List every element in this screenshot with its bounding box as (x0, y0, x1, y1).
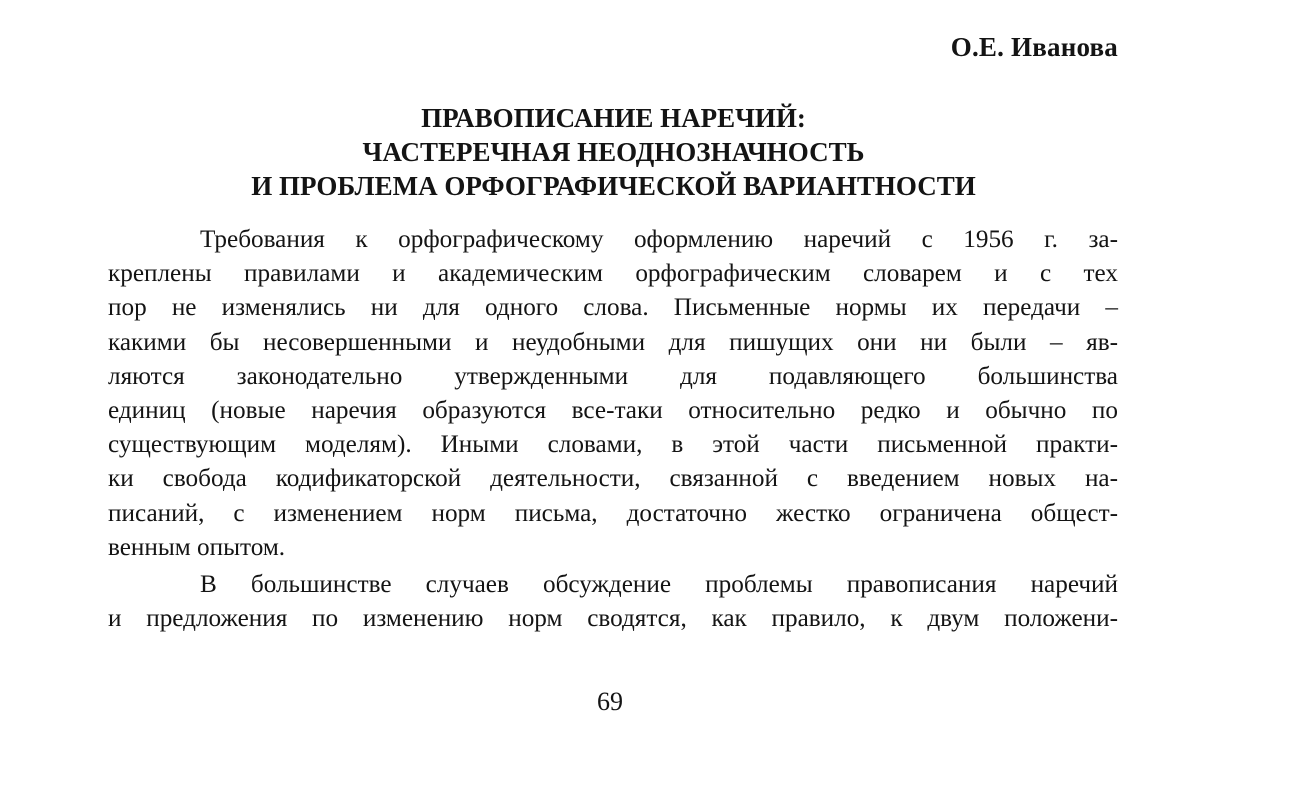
text-line: Требования к орфографическому оформлению наречий с 1956 г. за- (200, 226, 1118, 253)
text-line: В большинстве случаев обсуждение проблемы правописания наречий (200, 570, 1118, 598)
text-line: ки свобода кодификаторской деятельности, связанной с введением новых на- (108, 465, 1118, 493)
text-line: писаний, с изменением норм письма, достаточно жестко ограничена общест- (108, 499, 1118, 527)
text-line: существующим моделям). Иными словами, в этой части письменной практи- (108, 431, 1118, 459)
paragraph-2 (108, 568, 1118, 636)
text-line: единиц (новые наречия образуются все-таки относительно редко и обычно по (108, 396, 1118, 424)
text-line: какими бы несовершенными и неудобными для пишущих они ни были – яв- (108, 328, 1118, 356)
text-line: венным опытом. (108, 533, 286, 561)
title-line: И ПРОБЛЕМА ОРФОГРАФИЧЕСКОЙ ВАРИАНТНОСТИ (251, 171, 976, 201)
title-line: ЧАСТЕРЕЧНАЯ НЕОДНОЗНАЧНОСТЬ (362, 137, 865, 167)
paragraph-1 (108, 223, 1118, 565)
text-line: креплены правилами и академическим орфографическим словарем и с тех (108, 260, 1118, 288)
title-line: ПРАВОПИСАНИЕ НАРЕЧИЙ: (421, 103, 806, 133)
text-line: ляются законодательно утвержденными для подавляющего большинства (108, 362, 1118, 390)
article-title (110, 101, 1117, 203)
text-line: пор не изменялись ни для одного слова. Письменные нормы их передачи – (108, 294, 1118, 322)
text-line: и предложения по изменению норм сводятся, как правило, к двум положени- (108, 605, 1118, 633)
page-number: 69 (597, 687, 623, 716)
author-name: О.Е. Иванова (950, 32, 1118, 62)
article-body (108, 223, 1118, 636)
